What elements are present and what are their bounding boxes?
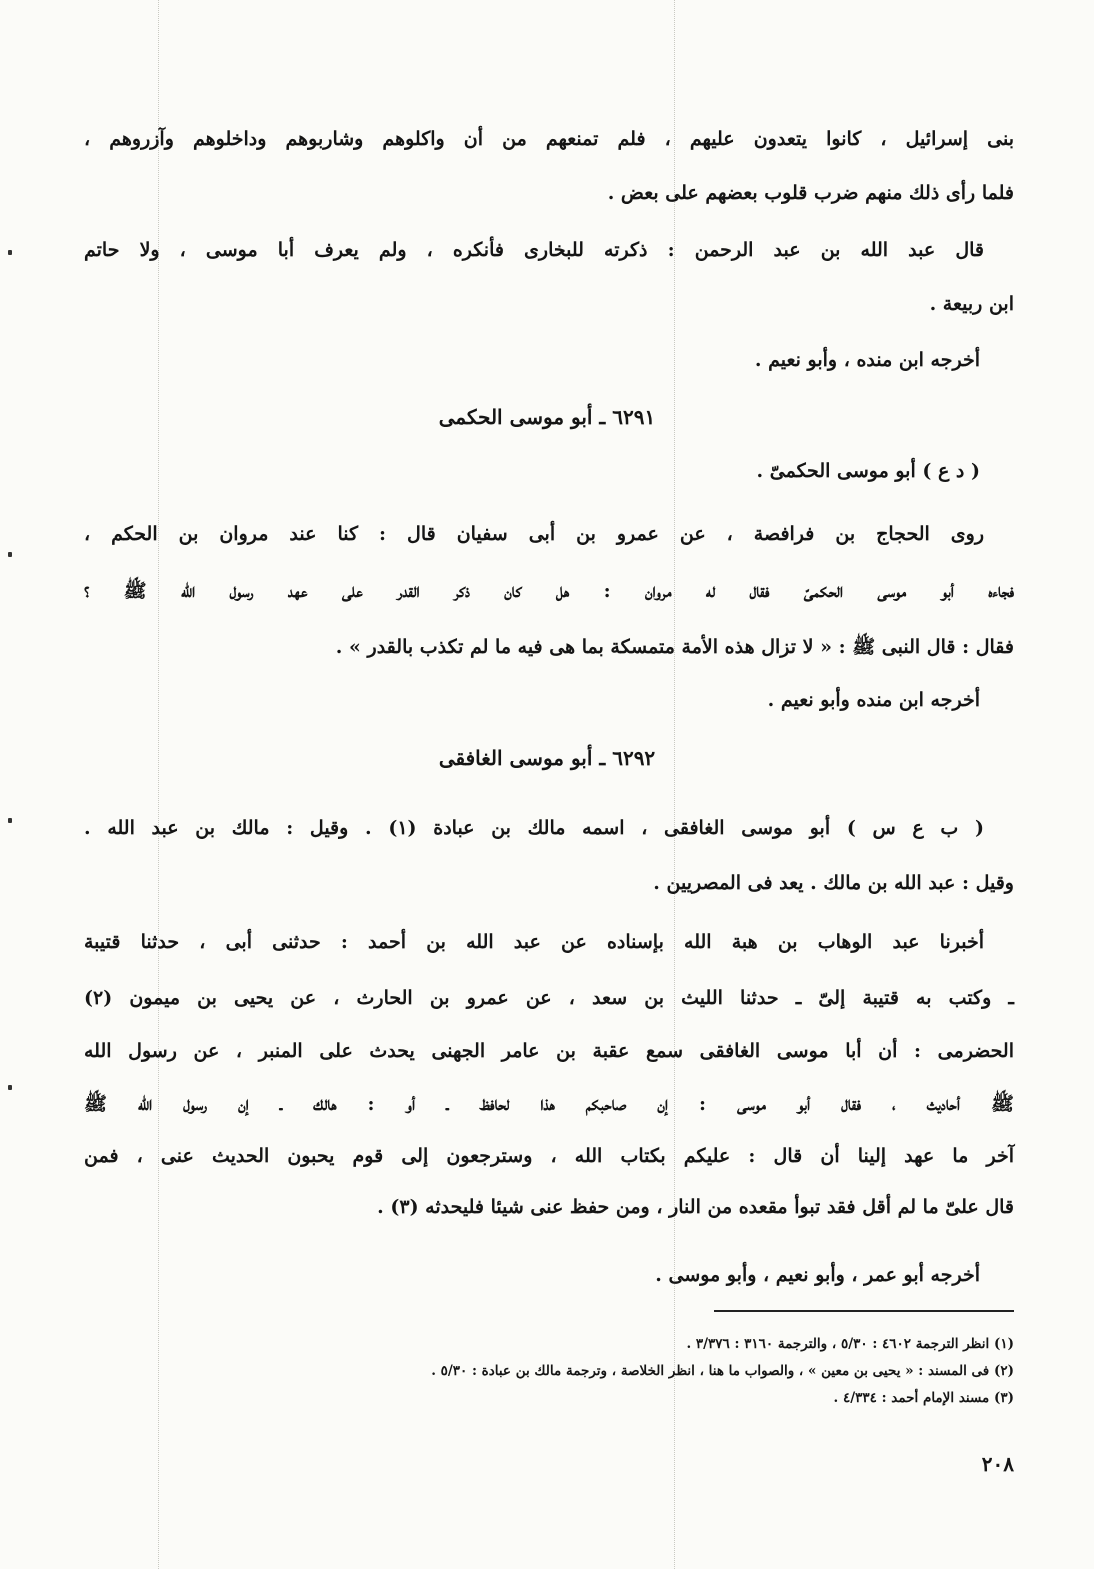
- entry-intro: ( د ع ) أبو موسى الحكمىّ .: [756, 460, 980, 482]
- body-line: قال عبد الله بن عبد الرحمن : ذكرته للبخارى فأنكره ، ولم يعرف أبا موسى ، ولا حاتم: [84, 239, 984, 261]
- body-line: روى الحجاج بن فرافصة ، عن عمرو بن أبى سفيان قال : كنا عند مروان بن الحكم ،: [84, 523, 984, 545]
- margin-mark: [8, 552, 12, 557]
- body-line: أخبرنا عبد الوهاب بن هبة الله بإسناده عن عبد الله بن أحمد : حدثنى أبى ، حدثنا قتيبة: [84, 931, 984, 953]
- footnote: (٣) مسند الإمام أحمد : ٤/٣٣٤ .: [833, 1390, 1014, 1406]
- body-line: فجاءه أبو موسى الحكمىّ فقال له مروان : هل كان ذكر القدر على عهد رسول الله ﷺ ؟: [84, 580, 1014, 602]
- source-note: أخرجه ابن منده وأبو نعيم .: [767, 689, 980, 711]
- body-line: بنى إسرائيل ، كانوا يتعدون عليهم ، فلم تمنعهم من أن واكلوهم وشاربوهم وداخلوهم وآزروهم ،: [84, 128, 1014, 150]
- body-line: ابن ربيعة .: [929, 293, 1014, 315]
- margin-mark: [8, 1085, 12, 1090]
- margin-mark: [8, 250, 12, 255]
- footnote-rule: [714, 1310, 1014, 1312]
- footnote: (١) انظر الترجمة ٤٦٠٢ : ٥/٣٠ ، والترجمة ٣١٦٠ : ٣/٣٧٦ .: [686, 1336, 1014, 1352]
- source-note: أخرجه ابن منده ، وأبو نعيم .: [754, 349, 980, 371]
- entry-heading: ٦٢٩٢ ـ أبو موسى الغافقى: [438, 746, 656, 770]
- body-line: قال علىّ ما لم أقل فقد تبوأ مقعده من النار ، ومن حفظ عنى شيئا فليحدثه (٣) .: [377, 1196, 1014, 1218]
- entry-intro: ( ب ع س ) أبو موسى الغافقى ، اسمه مالك بن عبادة (١) . وقيل : مالك بن عبد الله .: [84, 817, 985, 839]
- entry-intro: وقيل : عبد الله بن مالك . يعد فى المصريين .: [653, 872, 1014, 894]
- page-number: ٢٠٨: [981, 1452, 1014, 1476]
- body-line: فلما رأى ذلك منهم ضرب قلوب بعضهم على بعض .: [607, 182, 1014, 204]
- entry-heading: ٦٢٩١ ـ أبو موسى الحكمى: [438, 405, 656, 429]
- body-line: ﷺ أحاديث ، فقال أبو موسى : إن صاحبكم هذا لحافظ ـ أو : هالك ـ إن رسول الله ﷺ: [84, 1093, 1014, 1115]
- body-line: ـ وكتب به قتيبة إلىّ ـ حدثنا الليث بن سعد ، عن عمرو بن الحارث ، عن يحيى بن ميمون (٢): [84, 987, 1014, 1009]
- margin-mark: [8, 818, 12, 823]
- scan-guide: [158, 0, 159, 1569]
- body-line: آخر ما عهد إلينا أن قال : عليكم بكتاب الله ، وسترجعون إلى قوم يحبون الحديث عنى ، فمن: [84, 1145, 1014, 1167]
- body-line: الحضرمى : أن أبا موسى الغافقى سمع عقبة بن عامر الجهنى يحدث على المنبر ، عن رسول الله: [84, 1040, 1014, 1062]
- body-line: فقال : قال النبى ﷺ : « لا تزال هذه الأمة متمسكة بما هى فيه ما لم تكذب بالقدر » .: [335, 636, 1014, 658]
- scan-guide: [674, 0, 675, 1569]
- footnote: (٢) فى المسند : « يحيى بن معين » ، والصواب ما هنا ، انظر الخلاصة ، وترجمة مالك بن عبادة : ٥/٣٠ .: [431, 1363, 1014, 1379]
- source-note: أخرجه أبو عمر ، وأبو نعيم ، وأبو موسى .: [655, 1264, 980, 1286]
